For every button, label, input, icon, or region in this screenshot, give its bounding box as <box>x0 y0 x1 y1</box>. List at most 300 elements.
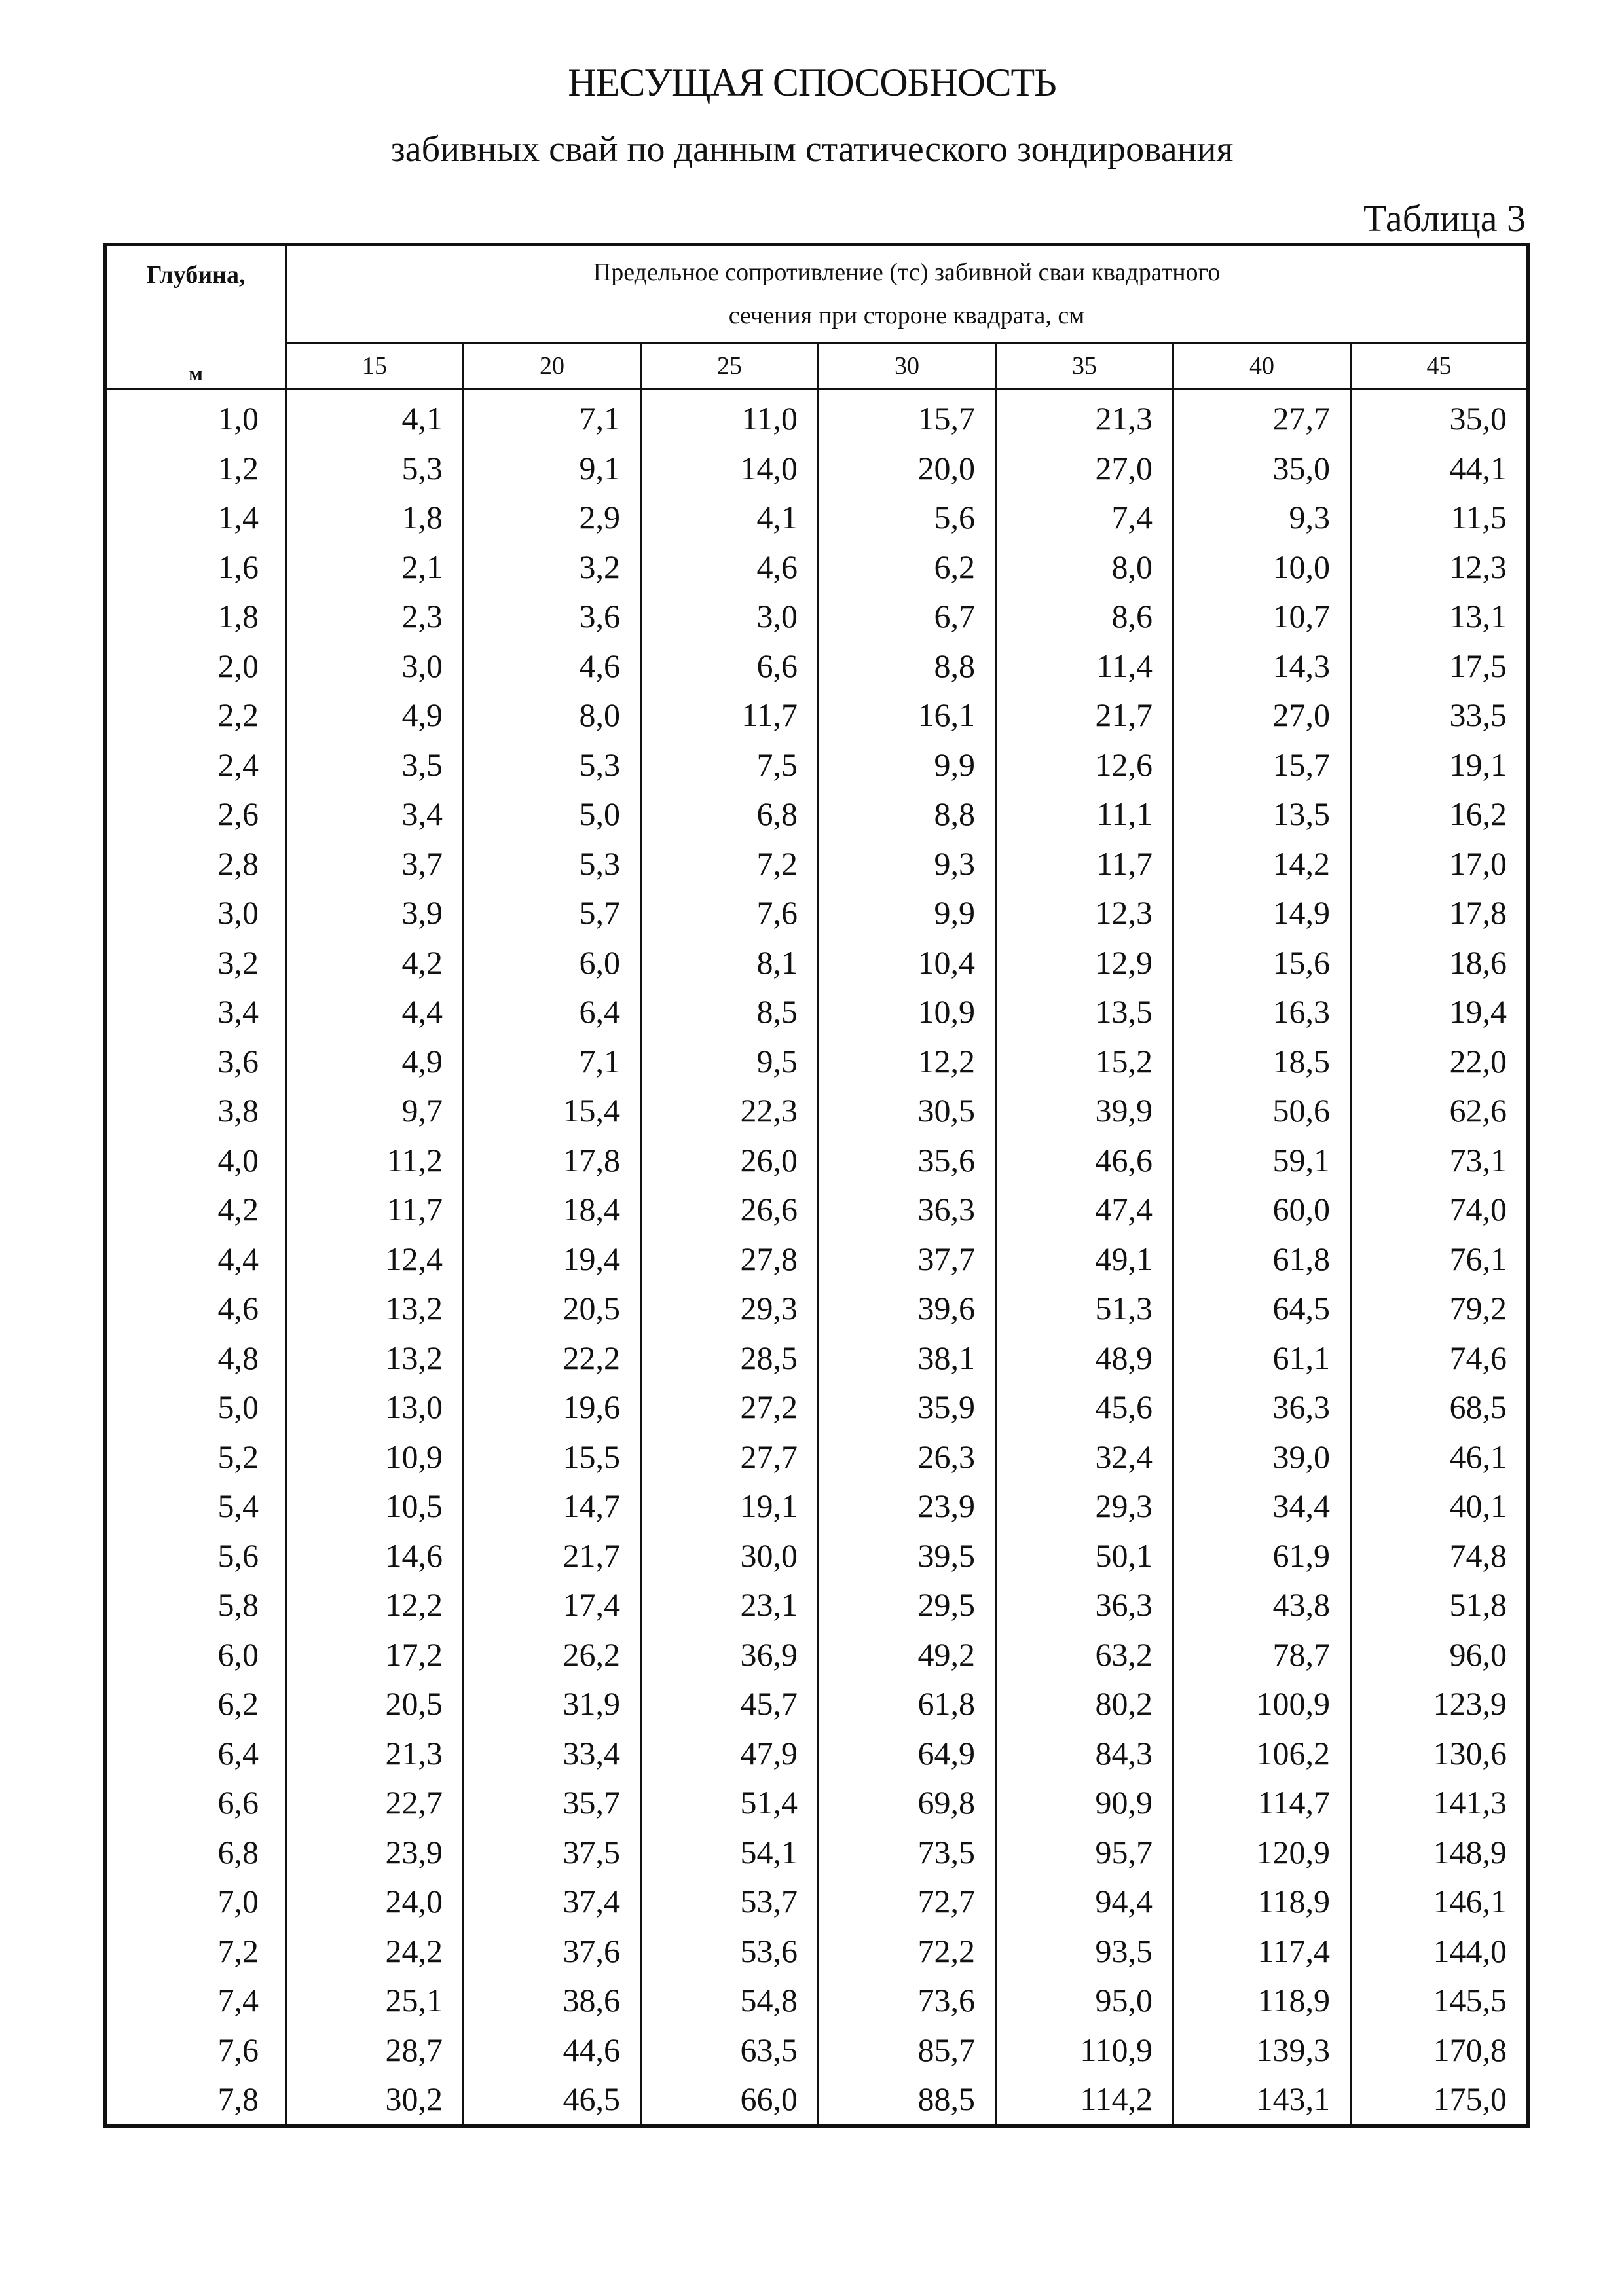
resistance-cell: 7,4 <box>996 493 1173 543</box>
resistance-cell: 72,2 <box>819 1927 996 1977</box>
depth-cell: 3,4 <box>105 987 286 1037</box>
resistance-cell: 80,2 <box>996 1679 1173 1729</box>
depth-header-label: Глубина, <box>146 261 246 289</box>
resistance-cell: 3,9 <box>286 888 464 938</box>
depth-cell: 1,8 <box>105 592 286 642</box>
group-header-line-1: Предельное сопротивление (тс) забивной сваи квадратного <box>593 259 1221 286</box>
resistance-cell: 106,2 <box>1173 1729 1351 1779</box>
resistance-cell: 79,2 <box>1351 1284 1528 1334</box>
resistance-cell: 9,7 <box>286 1086 464 1136</box>
depth-column-header <box>105 245 286 390</box>
resistance-cell: 12,2 <box>819 1037 996 1087</box>
resistance-cell: 74,0 <box>1351 1185 1528 1235</box>
side-header-cell: 40 <box>1173 343 1351 390</box>
depth-cell: 5,8 <box>105 1580 286 1630</box>
table-row <box>105 839 1528 889</box>
group-header-line-2: сечения при стороне квадрата, см <box>728 302 1085 329</box>
resistance-cell: 54,1 <box>641 1828 819 1878</box>
resistance-cell: 94,4 <box>996 1877 1173 1927</box>
resistance-cell: 54,8 <box>641 1976 819 2026</box>
table-row <box>105 1729 1528 1779</box>
resistance-cell: 4,2 <box>286 938 464 988</box>
depth-cell: 2,0 <box>105 642 286 691</box>
resistance-cell: 13,2 <box>286 1334 464 1383</box>
resistance-cell: 12,4 <box>286 1235 464 1285</box>
table-row <box>105 1235 1528 1285</box>
resistance-cell: 78,7 <box>1173 1630 1351 1680</box>
resistance-cell: 27,7 <box>1173 390 1351 444</box>
resistance-cell: 6,8 <box>641 790 819 839</box>
resistance-cell: 175,0 <box>1351 2075 1528 2126</box>
resistance-cell: 12,3 <box>996 888 1173 938</box>
resistance-cell: 73,1 <box>1351 1136 1528 1186</box>
resistance-cell: 60,0 <box>1173 1185 1351 1235</box>
resistance-cell: 2,9 <box>464 493 641 543</box>
resistance-cell: 14,2 <box>1173 839 1351 889</box>
resistance-cell: 26,0 <box>641 1136 819 1186</box>
resistance-cell: 59,1 <box>1173 1136 1351 1186</box>
resistance-cell: 40,1 <box>1351 1482 1528 1531</box>
resistance-cell: 95,7 <box>996 1828 1173 1878</box>
resistance-cell: 28,7 <box>286 2026 464 2075</box>
table-row <box>105 2075 1528 2126</box>
resistance-cell: 23,1 <box>641 1580 819 1630</box>
resistance-cell: 13,1 <box>1351 592 1528 642</box>
resistance-cell: 93,5 <box>996 1927 1173 1977</box>
resistance-cell: 30,5 <box>819 1086 996 1136</box>
resistance-cell: 9,5 <box>641 1037 819 1087</box>
resistance-cell: 24,0 <box>286 1877 464 1927</box>
resistance-cell: 10,7 <box>1173 592 1351 642</box>
depth-cell: 3,6 <box>105 1037 286 1087</box>
resistance-cell: 48,9 <box>996 1334 1173 1383</box>
table-row <box>105 1828 1528 1878</box>
resistance-cell: 84,3 <box>996 1729 1173 1779</box>
resistance-cell: 44,6 <box>464 2026 641 2075</box>
resistance-cell: 3,6 <box>464 592 641 642</box>
resistance-cell: 85,7 <box>819 2026 996 2075</box>
resistance-cell: 5,3 <box>464 839 641 889</box>
resistance-cell: 63,2 <box>996 1630 1173 1680</box>
resistance-cell: 13,5 <box>1173 790 1351 839</box>
table-row <box>105 493 1528 543</box>
resistance-cell: 145,5 <box>1351 1976 1528 2026</box>
resistance-cell: 10,9 <box>819 987 996 1037</box>
resistance-cell: 3,5 <box>286 740 464 790</box>
depth-cell: 4,0 <box>105 1136 286 1186</box>
table-row <box>105 592 1528 642</box>
table-row <box>105 790 1528 839</box>
resistance-cell: 3,0 <box>641 592 819 642</box>
resistance-cell: 19,4 <box>464 1235 641 1285</box>
depth-cell: 4,6 <box>105 1284 286 1334</box>
resistance-cell: 22,0 <box>1351 1037 1528 1087</box>
table-body <box>105 390 1528 2126</box>
depth-cell: 2,4 <box>105 740 286 790</box>
resistance-cell: 15,5 <box>464 1432 641 1482</box>
resistance-cell: 11,2 <box>286 1136 464 1186</box>
resistance-cell: 12,6 <box>996 740 1173 790</box>
resistance-cell: 28,5 <box>641 1334 819 1383</box>
resistance-cell: 36,3 <box>819 1185 996 1235</box>
resistance-cell: 27,8 <box>641 1235 819 1285</box>
resistance-cell: 144,0 <box>1351 1927 1528 1977</box>
side-header-cell: 35 <box>996 343 1173 390</box>
resistance-cell: 21,7 <box>996 691 1173 740</box>
resistance-group-header <box>286 245 1528 343</box>
resistance-cell: 38,1 <box>819 1334 996 1383</box>
resistance-cell: 19,1 <box>641 1482 819 1531</box>
resistance-cell: 64,9 <box>819 1729 996 1779</box>
resistance-cell: 23,9 <box>286 1828 464 1878</box>
resistance-cell: 117,4 <box>1173 1927 1351 1977</box>
depth-cell: 6,0 <box>105 1630 286 1680</box>
resistance-cell: 8,1 <box>641 938 819 988</box>
resistance-cell: 146,1 <box>1351 1877 1528 1927</box>
resistance-cell: 20,0 <box>819 444 996 494</box>
table-row <box>105 1284 1528 1334</box>
resistance-cell: 73,5 <box>819 1828 996 1878</box>
resistance-cell: 45,6 <box>996 1383 1173 1432</box>
depth-cell: 6,6 <box>105 1778 286 1828</box>
resistance-cell: 44,1 <box>1351 444 1528 494</box>
resistance-cell: 120,9 <box>1173 1828 1351 1878</box>
resistance-cell: 13,2 <box>286 1284 464 1334</box>
resistance-cell: 17,2 <box>286 1630 464 1680</box>
resistance-cell: 9,9 <box>819 888 996 938</box>
resistance-cell: 118,9 <box>1173 1877 1351 1927</box>
table-row <box>105 1432 1528 1482</box>
depth-cell: 7,4 <box>105 1976 286 2026</box>
resistance-cell: 50,6 <box>1173 1086 1351 1136</box>
resistance-cell: 13,5 <box>996 987 1173 1037</box>
resistance-cell: 9,9 <box>819 740 996 790</box>
side-header-cell: 20 <box>464 343 641 390</box>
resistance-cell: 47,9 <box>641 1729 819 1779</box>
resistance-cell: 15,7 <box>819 390 996 444</box>
resistance-cell: 88,5 <box>819 2075 996 2126</box>
depth-cell: 2,6 <box>105 790 286 839</box>
resistance-cell: 14,6 <box>286 1531 464 1581</box>
resistance-cell: 15,7 <box>1173 740 1351 790</box>
resistance-cell: 49,2 <box>819 1630 996 1680</box>
resistance-cell: 64,5 <box>1173 1284 1351 1334</box>
resistance-cell: 7,1 <box>464 1037 641 1087</box>
resistance-cell: 5,7 <box>464 888 641 938</box>
depth-cell: 2,2 <box>105 691 286 740</box>
resistance-cell: 46,5 <box>464 2075 641 2126</box>
resistance-cell: 6,7 <box>819 592 996 642</box>
resistance-cell: 24,2 <box>286 1927 464 1977</box>
table-row <box>105 1482 1528 1531</box>
resistance-cell: 143,1 <box>1173 2075 1351 2126</box>
resistance-cell: 4,9 <box>286 1037 464 1087</box>
resistance-cell: 19,6 <box>464 1383 641 1432</box>
resistance-cell: 63,5 <box>641 2026 819 2075</box>
resistance-cell: 2,1 <box>286 543 464 592</box>
resistance-cell: 36,3 <box>1173 1383 1351 1432</box>
resistance-cell: 15,6 <box>1173 938 1351 988</box>
resistance-cell: 34,4 <box>1173 1482 1351 1531</box>
resistance-cell: 7,6 <box>641 888 819 938</box>
resistance-cell: 37,5 <box>464 1828 641 1878</box>
table-row <box>105 1334 1528 1383</box>
resistance-cell: 35,7 <box>464 1778 641 1828</box>
depth-cell: 7,0 <box>105 1877 286 1927</box>
resistance-cell: 11,0 <box>641 390 819 444</box>
resistance-cell: 53,6 <box>641 1927 819 1977</box>
depth-cell: 2,8 <box>105 839 286 889</box>
resistance-cell: 4,1 <box>286 390 464 444</box>
resistance-cell: 26,6 <box>641 1185 819 1235</box>
table-row <box>105 740 1528 790</box>
resistance-cell: 7,5 <box>641 740 819 790</box>
side-header-cell: 45 <box>1351 343 1528 390</box>
table-row <box>105 888 1528 938</box>
resistance-cell: 23,9 <box>819 1482 996 1531</box>
bearing-capacity-table <box>103 243 1530 2128</box>
resistance-cell: 95,0 <box>996 1976 1173 2026</box>
resistance-cell: 5,0 <box>464 790 641 839</box>
depth-cell: 4,4 <box>105 1235 286 1285</box>
table-row <box>105 1927 1528 1977</box>
depth-cell: 7,2 <box>105 1927 286 1977</box>
resistance-cell: 13,0 <box>286 1383 464 1432</box>
resistance-cell: 45,7 <box>641 1679 819 1729</box>
resistance-cell: 21,3 <box>286 1729 464 1779</box>
resistance-cell: 43,8 <box>1173 1580 1351 1630</box>
resistance-cell: 27,0 <box>1173 691 1351 740</box>
resistance-cell: 10,0 <box>1173 543 1351 592</box>
resistance-cell: 74,8 <box>1351 1531 1528 1581</box>
resistance-cell: 18,6 <box>1351 938 1528 988</box>
resistance-cell: 2,3 <box>286 592 464 642</box>
resistance-cell: 5,3 <box>464 740 641 790</box>
table-row <box>105 1383 1528 1432</box>
resistance-cell: 100,9 <box>1173 1679 1351 1729</box>
resistance-cell: 33,4 <box>464 1729 641 1779</box>
table-number-label: Таблица 3 <box>1363 197 1526 240</box>
table-row <box>105 2026 1528 2075</box>
resistance-cell: 22,7 <box>286 1778 464 1828</box>
resistance-cell: 12,2 <box>286 1580 464 1630</box>
table-row <box>105 691 1528 740</box>
depth-cell: 3,0 <box>105 888 286 938</box>
resistance-cell: 5,3 <box>286 444 464 494</box>
resistance-cell: 8,6 <box>996 592 1173 642</box>
resistance-cell: 29,3 <box>996 1482 1173 1531</box>
depth-cell: 4,2 <box>105 1185 286 1235</box>
table-row <box>105 1976 1528 2026</box>
resistance-cell: 3,7 <box>286 839 464 889</box>
side-header-cell: 15 <box>286 343 464 390</box>
resistance-cell: 17,0 <box>1351 839 1528 889</box>
resistance-cell: 61,9 <box>1173 1531 1351 1581</box>
resistance-cell: 11,7 <box>996 839 1173 889</box>
resistance-cell: 73,6 <box>819 1976 996 2026</box>
depth-cell: 6,8 <box>105 1828 286 1878</box>
resistance-cell: 8,8 <box>819 790 996 839</box>
resistance-cell: 35,0 <box>1173 444 1351 494</box>
resistance-cell: 4,4 <box>286 987 464 1037</box>
table-row <box>105 642 1528 691</box>
table-row <box>105 543 1528 592</box>
depth-cell: 5,6 <box>105 1531 286 1581</box>
resistance-cell: 25,1 <box>286 1976 464 2026</box>
resistance-cell: 76,1 <box>1351 1235 1528 1285</box>
resistance-cell: 61,8 <box>819 1679 996 1729</box>
document-title: НЕСУЩАЯ СПОСОБНОСТЬ <box>568 61 1056 104</box>
resistance-cell: 5,6 <box>819 493 996 543</box>
resistance-cell: 12,3 <box>1351 543 1528 592</box>
resistance-cell: 37,7 <box>819 1235 996 1285</box>
depth-cell: 3,2 <box>105 938 286 988</box>
resistance-cell: 10,5 <box>286 1482 464 1531</box>
resistance-cell: 4,6 <box>641 543 819 592</box>
resistance-cell: 18,4 <box>464 1185 641 1235</box>
resistance-cell: 29,3 <box>641 1284 819 1334</box>
resistance-cell: 118,9 <box>1173 1976 1351 2026</box>
resistance-cell: 37,4 <box>464 1877 641 1927</box>
resistance-cell: 39,6 <box>819 1284 996 1334</box>
depth-cell: 6,2 <box>105 1679 286 1729</box>
resistance-cell: 39,9 <box>996 1086 1173 1136</box>
resistance-cell: 62,6 <box>1351 1086 1528 1136</box>
resistance-cell: 21,7 <box>464 1531 641 1581</box>
depth-cell: 5,2 <box>105 1432 286 1482</box>
resistance-cell: 27,7 <box>641 1432 819 1482</box>
resistance-cell: 6,6 <box>641 642 819 691</box>
resistance-cell: 4,9 <box>286 691 464 740</box>
resistance-cell: 46,1 <box>1351 1432 1528 1482</box>
table-row <box>105 1778 1528 1828</box>
depth-cell: 5,0 <box>105 1383 286 1432</box>
resistance-cell: 39,5 <box>819 1531 996 1581</box>
resistance-cell: 39,0 <box>1173 1432 1351 1482</box>
table-row <box>105 1679 1528 1729</box>
resistance-cell: 114,7 <box>1173 1778 1351 1828</box>
depth-cell: 6,4 <box>105 1729 286 1779</box>
resistance-cell: 33,5 <box>1351 691 1528 740</box>
resistance-cell: 35,9 <box>819 1383 996 1432</box>
resistance-cell: 50,1 <box>996 1531 1173 1581</box>
depth-cell: 5,4 <box>105 1482 286 1531</box>
table-row <box>105 1185 1528 1235</box>
resistance-cell: 15,4 <box>464 1086 641 1136</box>
depth-cell: 1,4 <box>105 493 286 543</box>
resistance-cell: 9,1 <box>464 444 641 494</box>
resistance-cell: 51,3 <box>996 1284 1173 1334</box>
depth-cell: 1,0 <box>105 390 286 444</box>
resistance-cell: 27,2 <box>641 1383 819 1432</box>
depth-header-unit: м <box>189 361 203 385</box>
resistance-cell: 3,4 <box>286 790 464 839</box>
resistance-cell: 36,9 <box>641 1630 819 1680</box>
resistance-cell: 14,9 <box>1173 888 1351 938</box>
resistance-cell: 4,6 <box>464 642 641 691</box>
resistance-cell: 114,2 <box>996 2075 1173 2126</box>
resistance-cell: 53,7 <box>641 1877 819 1927</box>
resistance-cell: 6,0 <box>464 938 641 988</box>
resistance-cell: 36,3 <box>996 1580 1173 1630</box>
resistance-cell: 3,0 <box>286 642 464 691</box>
table-row <box>105 1877 1528 1927</box>
resistance-cell: 123,9 <box>1351 1679 1528 1729</box>
table-row <box>105 444 1528 494</box>
resistance-cell: 8,5 <box>641 987 819 1037</box>
resistance-cell: 61,8 <box>1173 1235 1351 1285</box>
resistance-cell: 27,0 <box>996 444 1173 494</box>
table-row <box>105 987 1528 1037</box>
resistance-cell: 148,9 <box>1351 1828 1528 1878</box>
resistance-cell: 14,0 <box>641 444 819 494</box>
table-row <box>105 1136 1528 1186</box>
resistance-cell: 17,4 <box>464 1580 641 1630</box>
resistance-cell: 18,5 <box>1173 1037 1351 1087</box>
resistance-cell: 35,6 <box>819 1136 996 1186</box>
resistance-cell: 29,5 <box>819 1580 996 1630</box>
resistance-cell: 16,3 <box>1173 987 1351 1037</box>
resistance-cell: 11,7 <box>641 691 819 740</box>
resistance-cell: 1,8 <box>286 493 464 543</box>
table-row <box>105 390 1528 444</box>
depth-cell: 3,8 <box>105 1086 286 1136</box>
resistance-cell: 15,2 <box>996 1037 1173 1087</box>
table-row <box>105 938 1528 988</box>
depth-cell: 7,8 <box>105 2075 286 2126</box>
resistance-cell: 22,2 <box>464 1334 641 1383</box>
resistance-cell: 12,9 <box>996 938 1173 988</box>
table-row <box>105 1531 1528 1581</box>
resistance-cell: 141,3 <box>1351 1778 1528 1828</box>
resistance-cell: 11,5 <box>1351 493 1528 543</box>
resistance-cell: 10,4 <box>819 938 996 988</box>
resistance-cell: 11,1 <box>996 790 1173 839</box>
resistance-cell: 6,4 <box>464 987 641 1037</box>
depth-cell: 1,2 <box>105 444 286 494</box>
resistance-cell: 8,8 <box>819 642 996 691</box>
resistance-cell: 10,9 <box>286 1432 464 1482</box>
resistance-cell: 38,6 <box>464 1976 641 2026</box>
resistance-cell: 32,4 <box>996 1432 1173 1482</box>
resistance-cell: 130,6 <box>1351 1729 1528 1779</box>
resistance-cell: 46,6 <box>996 1136 1173 1186</box>
side-header-cell: 30 <box>819 343 996 390</box>
resistance-cell: 7,2 <box>641 839 819 889</box>
resistance-cell: 20,5 <box>286 1679 464 1729</box>
resistance-cell: 47,4 <box>996 1185 1173 1235</box>
resistance-cell: 69,8 <box>819 1778 996 1828</box>
resistance-cell: 11,4 <box>996 642 1173 691</box>
resistance-cell: 11,7 <box>286 1185 464 1235</box>
resistance-cell: 4,1 <box>641 493 819 543</box>
resistance-cell: 74,6 <box>1351 1334 1528 1383</box>
resistance-cell: 8,0 <box>464 691 641 740</box>
resistance-cell: 21,3 <box>996 390 1173 444</box>
resistance-cell: 14,7 <box>464 1482 641 1531</box>
resistance-cell: 20,5 <box>464 1284 641 1334</box>
resistance-cell: 90,9 <box>996 1778 1173 1828</box>
side-header-row <box>105 343 1528 390</box>
resistance-cell: 7,1 <box>464 390 641 444</box>
resistance-cell: 35,0 <box>1351 390 1528 444</box>
resistance-cell: 22,3 <box>641 1086 819 1136</box>
resistance-cell: 96,0 <box>1351 1630 1528 1680</box>
resistance-cell: 9,3 <box>819 839 996 889</box>
table-row <box>105 1037 1528 1087</box>
resistance-cell: 170,8 <box>1351 2026 1528 2075</box>
resistance-cell: 8,0 <box>996 543 1173 592</box>
